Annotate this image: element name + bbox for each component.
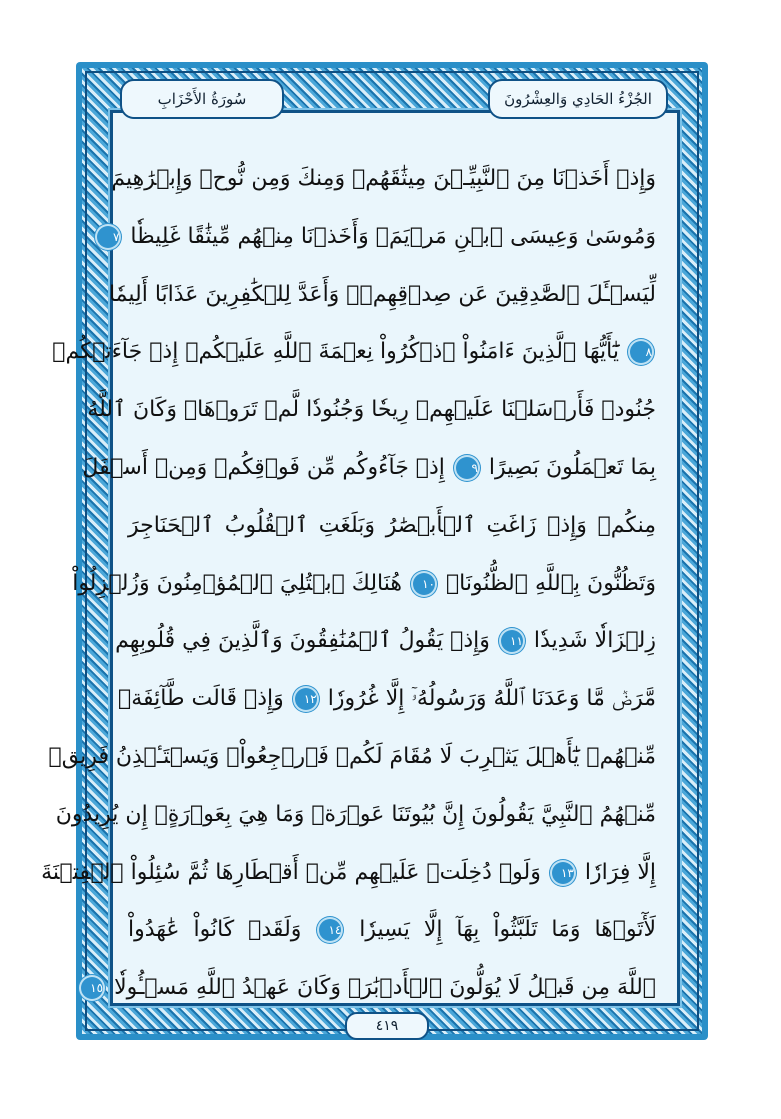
verse-text: مِّنۡهُمۡ يَٰٓأَهۡلَ يَثۡرِبَ لَا مُقَامَ لَكُمۡ فَٱرۡجِعُواْۚ وَيَسۡتَـٔۡذِنُ فَرِيقٞ [48,743,656,769]
verse-line [118,670,656,728]
verse-line [111,150,656,208]
verse-line [90,959,656,1017]
verse-line [55,786,656,844]
verse-text: مِّنۡهُمُ ٱلنَّبِيَّ يَقُولُونَ إِنَّ بُيُوتَنَا عَوۡرَةٞ وَمَا هِيَ بِعَوۡرَةٍۖ إِن يُرِيدُونَ [55,801,656,827]
ayah-end-marker-icon: ١٣ [552,862,574,884]
ayah-end-marker-icon: ١٢ [295,688,317,710]
ayah-end-marker-icon: ١٤ [319,919,341,941]
verse-line [87,381,656,439]
page-number: ٤١٩ [345,1012,429,1040]
surah-title: سُورَةُ الأَحْزَابِ [157,90,247,108]
verse-text: وَإِذۡ قَالَت طَّآئِفَةٞ [118,686,284,712]
verse-text: هُنَالِكَ ٱبۡتُلِيَ ٱلۡمُؤۡمِنُونَ وَزُلۡزِلُواْ [72,570,402,596]
verse-line [112,208,656,266]
verse-line [41,844,656,902]
ayah-end-marker-icon: ١٠ [413,573,435,595]
verse-line [128,497,656,555]
verse-text: جُنُودٞ فَأَرۡسَلۡنَا عَلَيۡهِمۡ رِيحٗا وَجُنُودٗا لَّمۡ تَرَوۡهَاۚ وَكَانَ ٱللَّهُ [87,397,656,423]
verse-text: وَلَوۡ دُخِلَتۡ عَلَيۡهِم مِّنۡ أَقۡطَارِهَا ثُمَّ سُئِلُواْ ٱلۡفِتۡنَةَ [41,859,541,885]
verse-text: وَلَقَدۡ كَانُواْ عَٰهَدُواْ [128,917,302,943]
verse-text: لَأٓتَوۡهَا وَمَا تَلَبَّثُواْ بِهَآ إِلَّا يَسِيرٗا [359,917,657,943]
verse-line [108,266,656,324]
juz-title: الجُزْءُ الحَادِي وَالعِشْرُونَ [504,90,652,108]
ayah-end-marker-icon: ٩ [456,457,478,479]
ayah-end-marker-icon: ٧ [97,226,119,248]
verse-line [82,439,656,497]
verse-text: مَّرَضٞ مَّا وَعَدَنَا ٱللَّهُ وَرَسُولُهُۥٓ إِلَّا غُرُورٗا [327,686,656,712]
verse-text: لِّيَسۡـَٔلَ ٱلصَّٰدِقِينَ عَن صِدۡقِهِمۡۚ وَأَعَدَّ لِلۡكَٰفِرِينَ عَذَابًا أَلِيمٗا [108,281,656,307]
verse-text: وَإِذۡ يَقُولُ ٱلۡمُنَٰفِقُونَ وَٱلَّذِينَ فِي قُلُوبِهِم [115,628,490,654]
verse-text: ٱللَّهَ مِن قَبۡلُ لَا يُوَلُّونَ ٱلۡأَدۡبَٰرَۚ وَكَانَ عَهۡدُ ٱللَّهِ مَسۡـُٔولٗا [114,975,656,1001]
verse-text: وَإِذۡ أَخَذۡنَا مِنَ ٱلنَّبِيِّـۧنَ مِيثَٰقَهُمۡ وَمِنكَ وَمِن نُّوحٖ وَإِبۡرَٰهِيمَ [111,166,656,191]
ayah-end-marker-icon: ٨ [630,341,652,363]
ayah-end-marker-icon: ١٥ [81,977,103,999]
verse-text: إِذۡ جَآءُوكُم مِّن فَوۡقِكُمۡ وَمِنۡ أَسۡفَلَ [82,454,445,480]
verse-lines [41,150,657,1017]
verse-text: مِنكُمۡ وَإِذۡ زَاغَتِ ٱلۡأَبۡصَٰرُ وَبَلَغَتِ ٱلۡقُلُوبُ ٱلۡحَنَاجِرَ [128,512,656,538]
verse-text: بِمَا تَعۡمَلُونَ بَصِيرًا [488,454,656,480]
verse-line [52,323,656,381]
verse-line [128,901,656,959]
verse-text: زِلۡزَالٗا شَدِيدٗا [533,628,656,654]
verse-text: يَٰٓأَيُّهَا ٱلَّذِينَ ءَامَنُواْ ٱذۡكُرُواْ نِعۡمَةَ ٱللَّهِ عَلَيۡكُمۡ إِذۡ جَآءَتۡكُمۡ [52,339,619,365]
verse-line [115,612,656,670]
verse-line [48,728,656,786]
juz-header [488,79,668,119]
surah-header [120,79,284,119]
verse-text: وَمُوسَىٰ وَعِيسَى ٱبۡنِ مَرۡيَمَۖ وَأَخَذۡنَا مِنۡهُم مِّيثَٰقًا غَلِيظٗا [130,223,656,249]
verse-text: وَتَظُنُّونَ بِٱللَّهِ ٱلظُّنُونَا۠ [445,570,656,596]
verse-text: إِلَّا فِرَارٗا [584,859,656,885]
ayah-end-marker-icon: ١١ [501,630,523,652]
verse-line [72,555,656,613]
